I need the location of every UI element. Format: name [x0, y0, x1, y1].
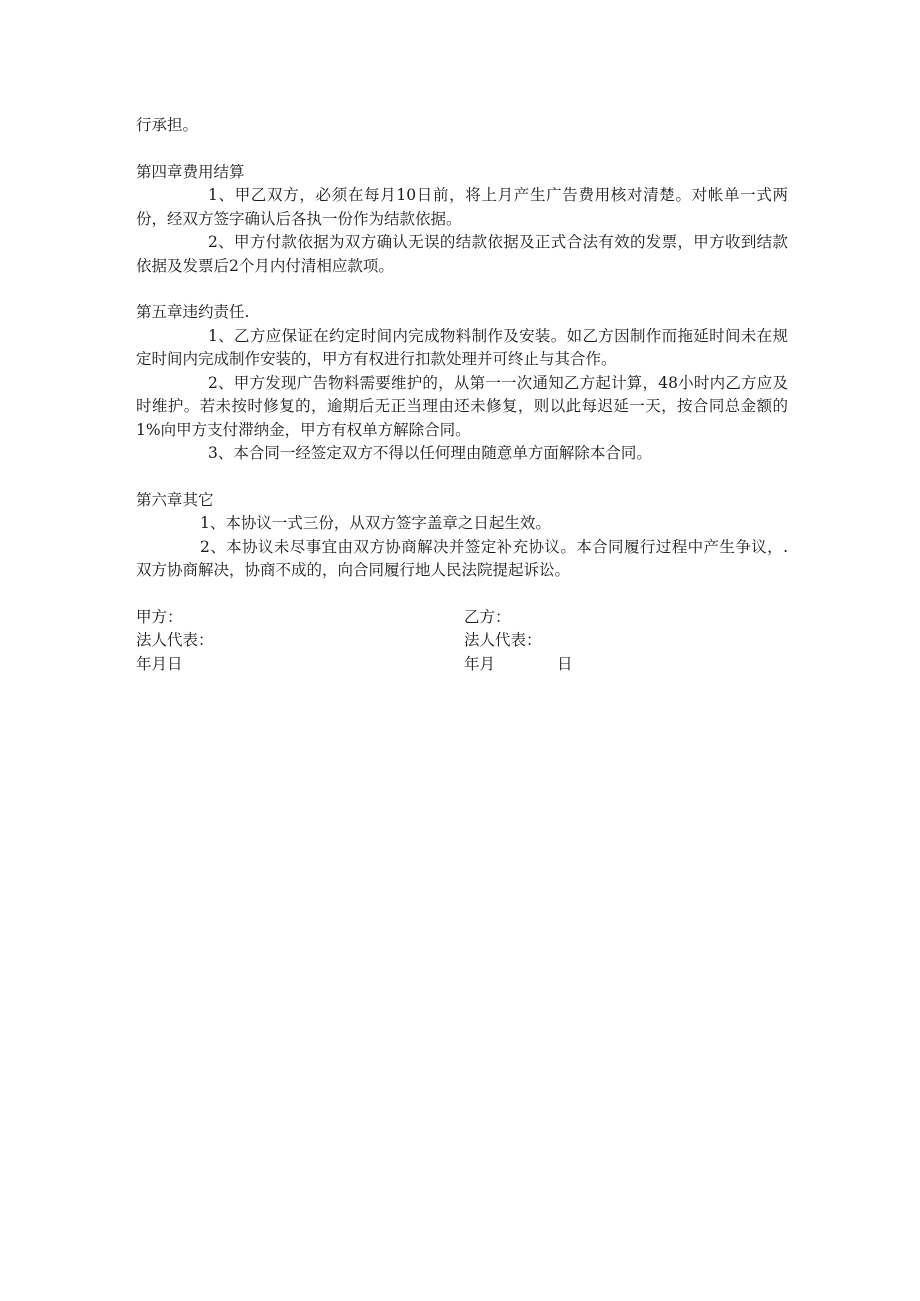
chapter5-item-1: 1、乙方应保证在约定时间内完成物料制作及安装。如乙方因制作而拖延时间未在规定时间内完成制作安装的，甲方有权进行扣款处理并可终止与其合作。 — [136, 326, 788, 368]
party-b-representative: 法人代表： — [464, 631, 542, 649]
party-a-signature — [136, 606, 214, 677]
party-b-date: 年月 日 — [464, 654, 573, 673]
chapter5-item-3: 3、本合同一经签定双方不得以任何理由随意单方面解除本合同。 — [208, 444, 652, 462]
party-a-date: 年月日 — [136, 654, 183, 673]
intro-text: 行承担。 — [136, 116, 199, 134]
chapter5-title: 第五章违约责任. — [136, 303, 250, 321]
contract-body — [136, 114, 788, 678]
signature-block — [136, 606, 788, 678]
party-a-representative: 法人代表： — [136, 631, 214, 649]
chapter5-item-2: 2、甲方发现广告物料需要维护的，从第一一次通知乙方起计算，48小时内乙方应及时维护。若未按时修复的，逾期后无正当理由还未修复，则以此每迟延一天，按合同总金额的1%向甲方支付滞纳金，甲方有权单方解除合同。 — [136, 373, 788, 439]
chapter4-item-1: 1、甲乙双方，必须在每月10日前，将上月产生广告费用核对清楚。对帐单一式两份，经双方签字确认后各执一份作为结款依据。 — [136, 186, 788, 228]
party-b-signature — [464, 606, 573, 677]
party-a-label: 甲方： — [136, 607, 183, 626]
chapter6-item-2: 2、本协议未尽事宜由双方协商解决并签定补充协议。本合同履行过程中产生争议，.双方协商解决，协商不成的，向合同履行地人民法院提起诉讼。 — [136, 537, 788, 579]
chapter6-title: 第六章其它 — [136, 490, 214, 509]
chapter6-item-1: 1、本协议一式三份，从双方签字盖章之日起生效。 — [200, 514, 551, 532]
party-b-label: 乙方： — [464, 607, 511, 626]
chapter4-title: 第四章费用结算 — [136, 162, 245, 181]
chapter4-item-2: 2、甲方付款依据为双方确认无误的结款依据及正式合法有效的发票，甲方收到结款依据及发票后2个月内付清相应款项。 — [136, 233, 788, 275]
